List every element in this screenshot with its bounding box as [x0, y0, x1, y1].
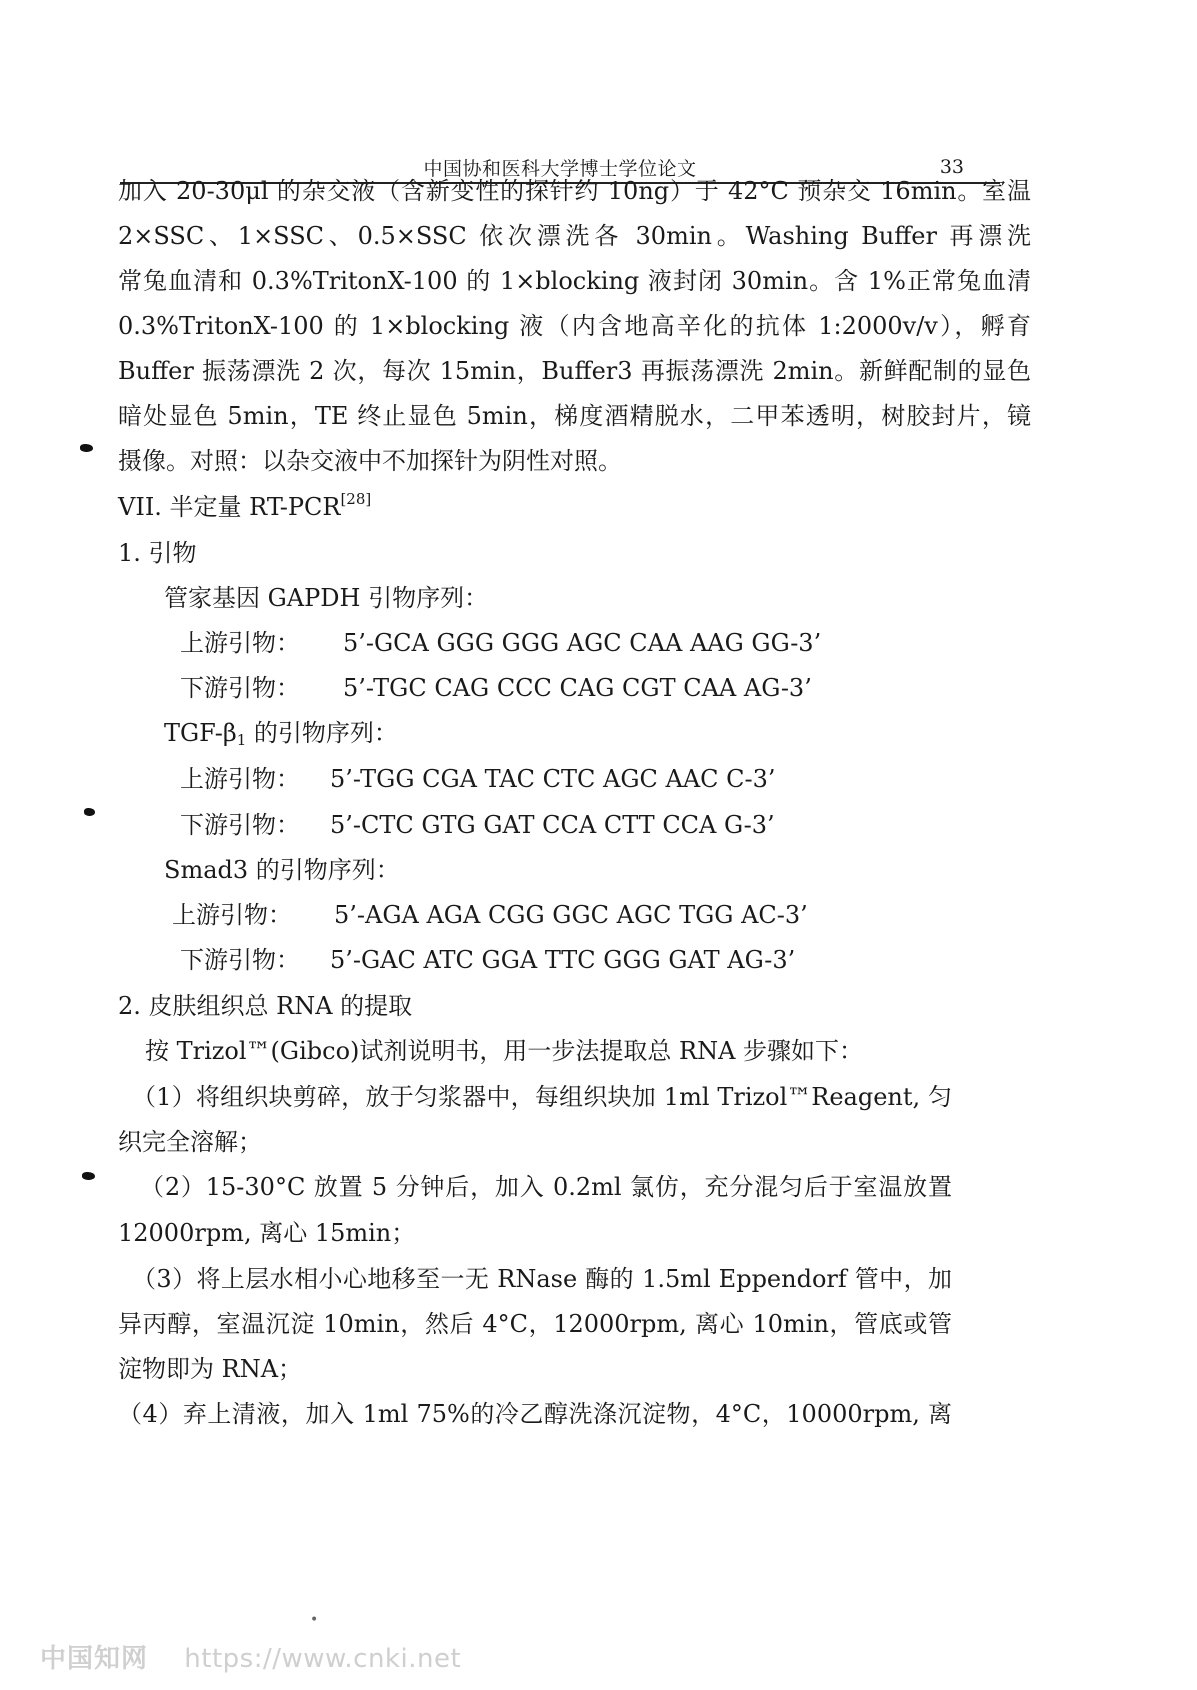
subsection-heading: 1. 引物	[118, 539, 197, 567]
scan-mark	[82, 1172, 95, 1180]
citation-ref: [28]	[340, 490, 372, 508]
primer-label: 下游引物：	[180, 811, 300, 839]
primer-sequence: 5’-AGA AGA CGG GGC AGC TGG AC-3’	[334, 901, 808, 929]
step-line: （1）将组织块剪碎，放于匀浆器中，每组织块加 1ml Trizol™Reagent, 匀	[132, 1083, 952, 1111]
tgf-prefix: TGF-β	[164, 719, 237, 747]
primer-group-title: 管家基因 GAPDH 引物序列：	[164, 584, 489, 612]
paragraph-line: 常兔血清和 0.3%TritonX-100 的 1×blocking 液封闭 30min。含 1%正常兔血清	[118, 267, 1031, 295]
step-line: （3）将上层水相小心地移至一无 RNase 酶的 1.5ml Eppendorf 管中，加	[132, 1265, 952, 1293]
tgf-suffix: 的引物序列：	[246, 719, 398, 747]
step-line: 淀物即为 RNA；	[118, 1355, 303, 1383]
step-line: 异丙醇，室温沉淀 10min，然后 4°C，12000rpm, 离心 10min，管底或管	[118, 1310, 952, 1338]
primer-label: 下游引物：	[180, 674, 300, 702]
paragraph-line: Buffer 振荡漂洗 2 次，每次 15min，Buffer3 再振荡漂洗 2min。新鲜配制的显色	[118, 357, 1031, 385]
primer-sequence: 5’-GCA GGG GGG AGC CAA AAG GG-3’	[343, 629, 822, 657]
section-title: VII. 半定量 RT-PCR	[118, 493, 341, 521]
paragraph-line: 暗处显色 5min，TE 终止显色 5min，梯度酒精脱水，二甲苯透明，树胶封片，镜	[118, 402, 1031, 430]
primer-group-title	[164, 718, 398, 748]
primer-sequence: 5’-TGC CAG CCC CAG CGT CAA AG-3’	[343, 674, 812, 702]
primer-sequence: 5’-TGG CGA TAC CTC AGC AAC C-3’	[330, 765, 776, 793]
primer-label: 上游引物：	[180, 629, 300, 657]
watermark	[40, 1638, 461, 1675]
scan-mark	[80, 444, 93, 452]
cnki-url: https://www.cnki.net	[184, 1644, 462, 1674]
subsection-heading: 2. 皮肤组织总 RNA 的提取	[118, 992, 413, 1020]
section-heading	[118, 492, 371, 522]
primer-label: 上游引物：	[172, 901, 292, 929]
cnki-logo: 中国知网	[40, 1644, 149, 1674]
scan-mark	[84, 808, 95, 816]
scan-dot: •	[310, 1612, 319, 1628]
primer-sequence: 5’-CTC GTG GAT CCA CTT CCA G-3’	[330, 811, 775, 839]
paragraph-line: 加入 20-30μl 的杂交液（含新变性的探针约 10ng）于 42°C 预杂交 16min。室温	[118, 177, 1031, 205]
step-line: 织完全溶解；	[118, 1128, 262, 1156]
primer-label: 上游引物：	[180, 765, 300, 793]
paragraph-line: 0.3%TritonX-100 的 1×blocking 液（内含地高辛化的抗体 1:2000v/v），孵育	[118, 312, 1031, 340]
paragraph-line: 摄像。对照：以杂交液中不加探针为阴性对照。	[118, 447, 622, 475]
primer-group-title: Smad3 的引物序列：	[164, 856, 400, 884]
paragraph-line: 按 Trizol™(Gibco)试剂说明书，用一步法提取总 RNA 步骤如下：	[145, 1037, 864, 1065]
step-line: 12000rpm, 离心 15min；	[118, 1219, 416, 1247]
primer-label: 下游引物：	[180, 946, 300, 974]
tgf-subscript: 1	[236, 731, 247, 749]
paragraph-line: 2×SSC、1×SSC、0.5×SSC 依次漂洗各 30min。Washing Buffer 再漂洗	[118, 222, 1031, 250]
page-number: 33	[939, 156, 964, 178]
primer-sequence: 5’-GAC ATC GGA TTC GGG GAT AG-3’	[330, 946, 796, 974]
header-title: 中国协和医科大学博士学位论文	[423, 158, 697, 180]
step-line: （2）15-30°C 放置 5 分钟后，加入 0.2ml 氯仿，充分混匀后于室温放置	[140, 1173, 952, 1201]
step-line: （4）弃上清液，加入 1ml 75%的冷乙醇洗涤沉淀物，4°C，10000rpm, 离	[118, 1400, 952, 1428]
